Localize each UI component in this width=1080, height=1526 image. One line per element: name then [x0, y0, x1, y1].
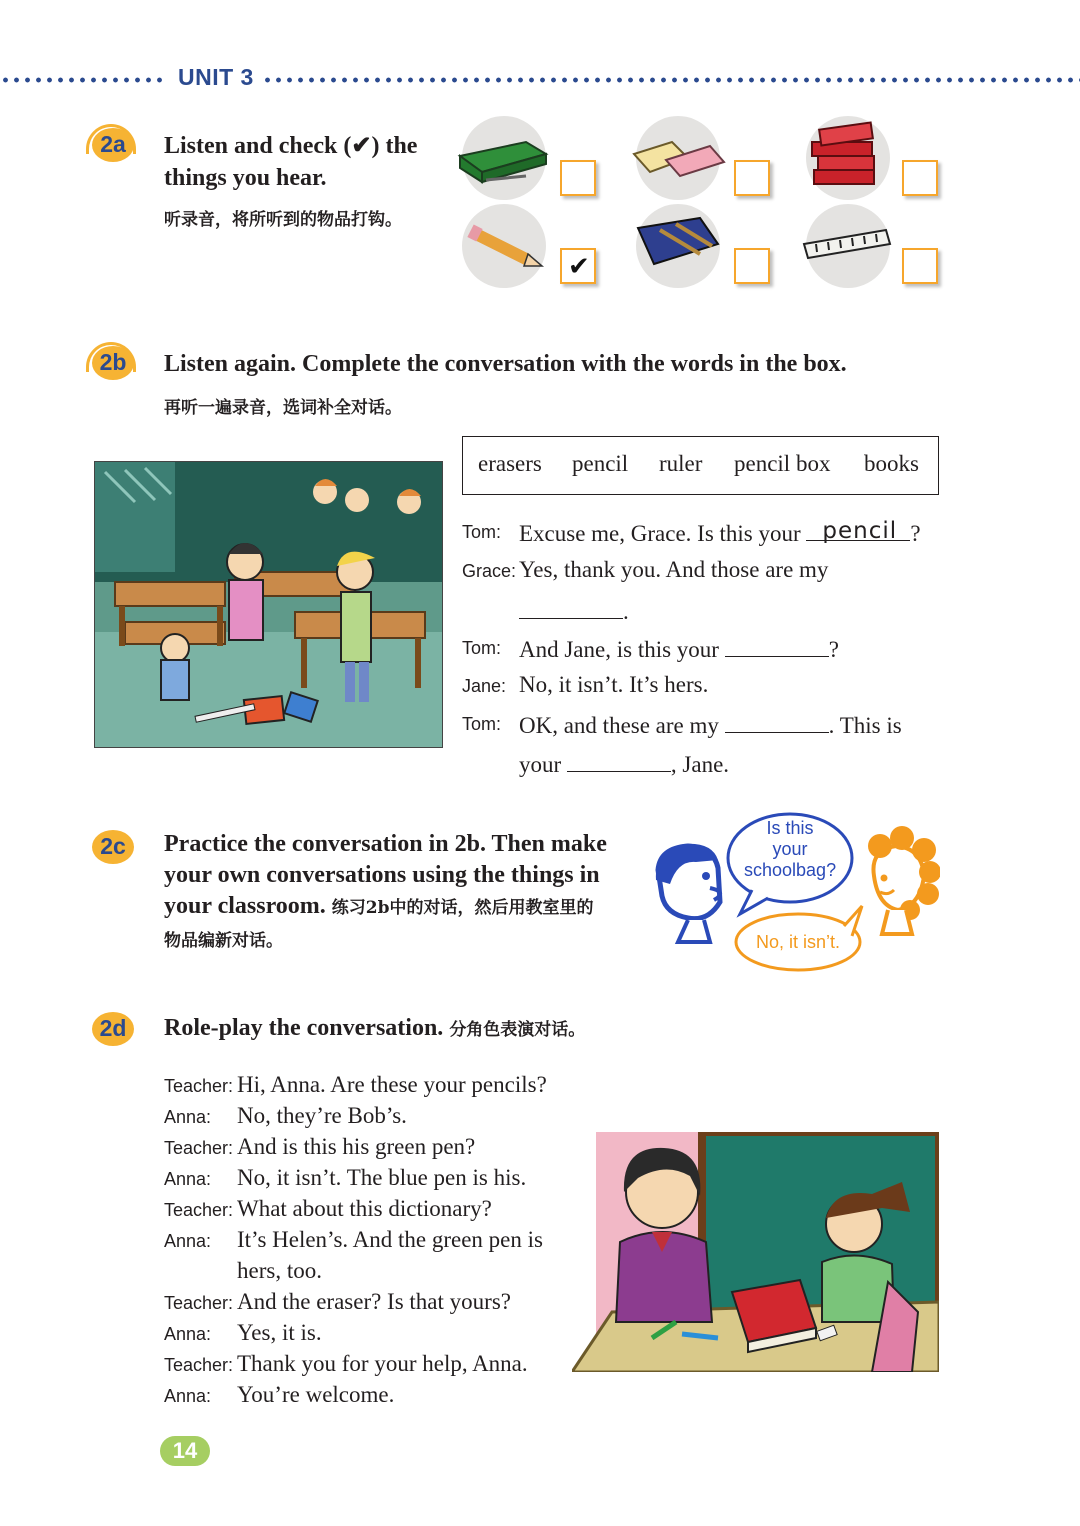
dialogue-speaker: Anna:	[164, 1231, 212, 1251]
instruction-2b: Listen again. Complete the conversation with the words in the box.	[164, 351, 847, 377]
dialogue-speaker: Anna:	[164, 1169, 212, 1189]
answer-blank[interactable]	[725, 634, 829, 657]
conversation-line: No, it isn’t. It’s hers.	[519, 672, 709, 697]
dialogue-line: Thank you for your help, Anna.	[237, 1351, 528, 1376]
speaker-label: Tom:	[462, 638, 502, 658]
word-erasers: erasers	[478, 451, 542, 476]
dialogue-line: No, it isn’t. The blue pen is his.	[237, 1165, 527, 1190]
badge-2b: 2b	[86, 342, 140, 382]
answer-blank[interactable]	[567, 749, 671, 772]
instruction-2a-line2: things you hear.	[164, 165, 327, 191]
instruction-2c-cn2: 物品编新对话。	[164, 931, 283, 951]
pencil-icon	[462, 204, 546, 288]
badge-2c: 2c	[86, 826, 140, 866]
dialogue-speaker: Anna:	[164, 1386, 212, 1406]
dialogue-speaker: Teacher:	[164, 1355, 234, 1375]
conversation-line: Excuse me, Grace. Is this your pencil ?	[519, 518, 921, 546]
word-pencil-box: pencil box	[734, 451, 831, 476]
dialogue-line: What about this dictionary?	[237, 1196, 492, 1221]
speaker-label: Tom:	[462, 522, 502, 542]
ruler-icon	[806, 204, 890, 288]
word-books: books	[864, 451, 919, 476]
answer-blank[interactable]	[519, 596, 623, 619]
word-box	[462, 436, 939, 495]
schoolbag-icon	[636, 204, 720, 288]
answer-blank[interactable]	[806, 518, 910, 544]
speaker-label: Jane:	[462, 676, 507, 696]
conversation-line: OK, and these are my . This is	[519, 710, 902, 739]
dialogue-line: No, they’re Bob’s.	[237, 1103, 407, 1128]
dialogue-speaker: Anna:	[164, 1324, 212, 1344]
dialogue-speaker: Teacher:	[164, 1076, 234, 1096]
speech-bubble-answer: No, it isn’t.	[755, 932, 841, 952]
instruction-2a-cn: 听录音，将所听到的物品打钩。	[164, 210, 402, 230]
header-dots-left	[0, 76, 168, 84]
instruction-2c-cn: 练习2b中的对话，然后用教室里的	[331, 898, 594, 918]
checkbox-ruler[interactable]	[902, 248, 938, 284]
instruction-2a-line1: Listen and check (✔) the	[164, 133, 418, 159]
header-dots-right	[262, 76, 1080, 84]
handwritten-answer: pencil	[822, 518, 898, 544]
instruction-2c: Practice the conversation in 2b. Then make your own conversations using the things in your classroom. 练习2b中的对话，然后用教室里的	[164, 831, 607, 919]
page-number: 14	[160, 1436, 210, 1466]
dialogue-line: You’re welcome.	[237, 1382, 395, 1407]
dialogue-line: It’s Helen’s. And the green pen is	[237, 1227, 543, 1252]
checkbox-erasers[interactable]	[734, 160, 770, 196]
dialogue-line: hers, too.	[237, 1258, 322, 1283]
instruction-2b-cn: 再听一遍录音，选词补全对话。	[164, 398, 402, 418]
dialogue-line: And is this his green pen?	[237, 1134, 476, 1159]
unit-title: UNIT 3	[178, 64, 254, 90]
conversation-line: And Jane, is this your ?	[519, 634, 839, 663]
speaker-label: Tom:	[462, 714, 502, 734]
dialogue-speaker: Teacher:	[164, 1200, 234, 1220]
dialogue-line: And the eraser? Is that yours?	[237, 1289, 511, 1314]
instruction-2d-cn: 分角色表演对话。	[449, 1020, 586, 1040]
teacher-student-illustration	[572, 1132, 939, 1372]
speaker-label: Grace:	[462, 561, 517, 581]
instruction-2d: Role-play the conversation. 分角色表演对话。	[164, 1015, 586, 1041]
classroom-illustration	[94, 461, 443, 748]
erasers-icon	[636, 116, 720, 200]
checkbox-books[interactable]	[902, 160, 938, 196]
checkbox-pencil-box[interactable]	[560, 160, 596, 196]
instruction-2a	[164, 130, 417, 194]
speech-bubble-question: Is this your schoolbag?	[744, 818, 837, 880]
books-icon	[806, 116, 890, 200]
conversation-line: .	[519, 596, 629, 625]
dialogue-line: Yes, it is.	[237, 1320, 322, 1345]
badge-2a: 2a	[86, 124, 140, 164]
dialogue-speaker: Teacher:	[164, 1138, 234, 1158]
dialogue-speaker: Teacher:	[164, 1293, 234, 1313]
conversation-line: Yes, thank you. And those are my	[519, 557, 829, 582]
answer-blank[interactable]	[725, 710, 829, 733]
checkbox-pencil[interactable]: ✔	[560, 248, 596, 284]
badge-2d: 2d	[86, 1008, 140, 1048]
pencil-box-icon	[462, 116, 546, 200]
dialogue-speaker: Anna:	[164, 1107, 212, 1127]
checkbox-schoolbag[interactable]	[734, 248, 770, 284]
dialogue-line: Hi, Anna. Are these your pencils?	[237, 1072, 547, 1097]
conversation-line: your , Jane.	[519, 749, 729, 778]
word-ruler: ruler	[659, 451, 703, 476]
word-pencil: pencil	[572, 451, 629, 476]
